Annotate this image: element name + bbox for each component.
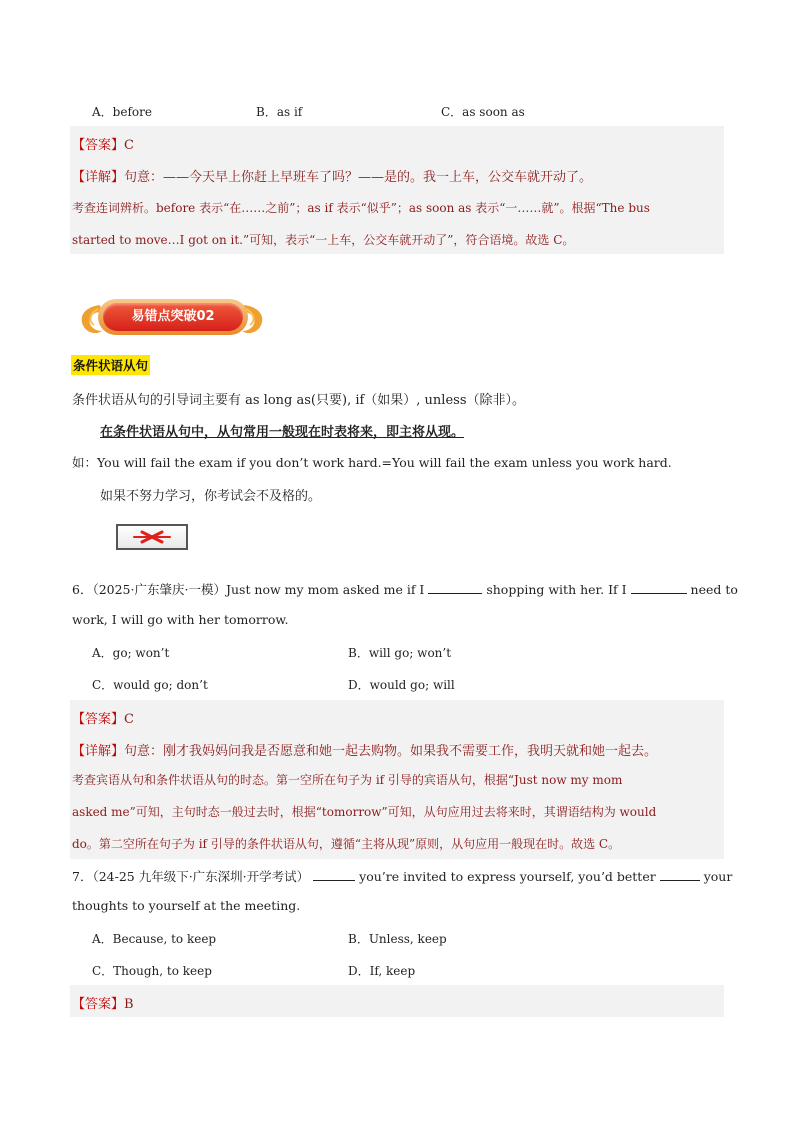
q6-option-a: A．go; won’t <box>92 646 170 660</box>
q6-detail-line-2: 考查宾语从句和条件状语从句的时态。第一空所在句子为 if 引导的宾语从句，根据“Just now my mom <box>72 773 623 787</box>
q5-detail-line-2: 考查连词辨析。before 表示“在……之前”；as if 表示“似乎”；as soon as 表示“一……就”。根据“The bus <box>72 201 650 215</box>
q7-answer-box <box>70 985 724 1017</box>
q7-option-d: D．If, keep <box>348 964 416 978</box>
section-tag: 条件状语从句 <box>71 355 150 375</box>
q7-option-a: A．Because, to keep <box>92 932 217 946</box>
q7-option-c: C．Though, to keep <box>92 964 212 978</box>
q5-answer <box>72 134 134 153</box>
q6-option-c: C．would go; don’t <box>92 678 208 692</box>
banner-title: 易错点突破02 <box>131 309 215 324</box>
q6-blank-1 <box>428 583 482 594</box>
q6-detail-line-3: asked me”可知，主句时态一般过去时，根据“tomorrow”可知，从句应用过去将来时，其谓语结构为 would <box>72 805 657 819</box>
q7-blank-1 <box>313 870 355 881</box>
answer-label: 【答案】 <box>72 712 125 727</box>
q7-stem-line-2: thoughts to yourself at the meeting. <box>72 898 301 913</box>
section-banner <box>76 295 268 341</box>
section-rule: 在条件状语从句中，从句常用一般现在时表将来，即主将从现。 <box>100 425 465 440</box>
q6-detail-line-1: 【详解】句意：刚才我妈妈问我是否愿意和她一起去购物。如果我不需要工作，我明天就和她一起去。 <box>72 744 658 759</box>
q6-stem-line-2: work, I will go with her tomorrow. <box>72 612 289 627</box>
q6-option-d: D．would go; will <box>348 678 455 692</box>
q6-option-b: B．will go; won’t <box>348 646 452 660</box>
q5-detail-line-3: started to move…I got on it.”可知，表示“一上车，公交车就开动了”，符合语境。故选 C。 <box>72 233 575 247</box>
section-example-en: 如：You will fail the exam if you don’t work hard.=You will fail the exam unless you work hard. <box>72 455 672 470</box>
q5-option-b: B．as if <box>256 105 303 119</box>
section-intro: 条件状语从句的引导词主要有 as long as(只要), if（如果）, unless（除非）。 <box>72 393 526 408</box>
wrong-mark-icon <box>116 524 188 550</box>
answer-value: B <box>124 997 134 1012</box>
q7-blank-2 <box>660 870 700 881</box>
q5-detail-line-1: 【详解】句意：——今天早上你赶上早班车了吗？——是的。我一上车，公交车就开动了。 <box>72 170 593 185</box>
answer-value: C <box>124 712 134 727</box>
answer-value: C <box>124 138 134 153</box>
q7-stem-line-1: 7．（24-25 九年级下·广东深圳·开学考试） you’re invited to express yourself, you’d better your <box>72 869 733 884</box>
detail-label: 【详解】 <box>72 744 125 759</box>
answer-label: 【答案】 <box>72 138 125 153</box>
q7-answer <box>72 993 134 1012</box>
detail-label: 【详解】 <box>72 170 125 185</box>
q6-stem-line-1: 6．（2025·广东肇庆·一模）Just now my mom asked me if I shopping with her. If I need to <box>72 582 738 597</box>
q5-option-a: A．before <box>92 105 152 119</box>
q6-answer <box>72 708 134 727</box>
section-example-cn: 如果不努力学习，你考试会不及格的。 <box>100 489 322 504</box>
q7-option-b: B．Unless, keep <box>348 932 447 946</box>
q5-option-c: C．as soon as <box>441 105 525 119</box>
q6-detail-line-4: do。第二空所在句子为 if 引导的条件状语从句，遵循“主将从现”原则，从句应用一般现在时。故选 C。 <box>72 837 621 851</box>
q6-blank-2 <box>631 583 687 594</box>
answer-label: 【答案】 <box>72 997 125 1012</box>
